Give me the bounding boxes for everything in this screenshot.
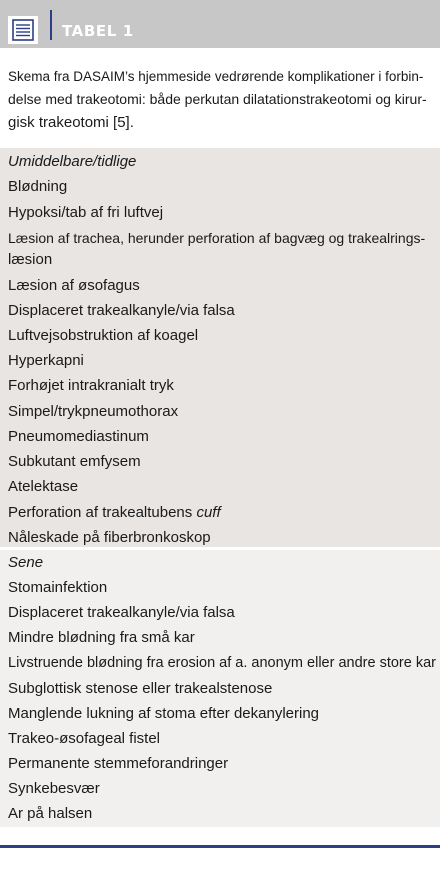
list-item: Pneumomediastinum — [8, 428, 149, 445]
section-heading-late: Sene — [8, 554, 44, 571]
list-item: Atelektase — [8, 478, 79, 495]
caption-line: gisk trakeotomi [5]. — [8, 114, 134, 131]
list-item: Læsion af øsofagus — [8, 277, 140, 294]
table-icon — [8, 16, 38, 44]
table-label: TABEL 1 — [62, 22, 134, 40]
list-item: Trakeo-øsofageal fistel — [8, 730, 161, 747]
cuff-row-text: Perforation af trakealtubens — [8, 504, 197, 521]
list-item: Luftvejsobstruktion af koagel — [8, 327, 199, 344]
cuff-term: cuff — [196, 504, 221, 521]
list-item: Hypoksi/tab af fri luftvej — [8, 204, 164, 221]
list-item: læsion — [8, 251, 53, 268]
list-item: Manglende lukning af stoma efter dekanylering — [8, 705, 320, 722]
list-item: Subglottisk stenose eller trakealstenose — [8, 680, 273, 697]
list-item-cuff — [8, 503, 221, 523]
list-item: Ar på halsen — [8, 805, 93, 822]
list-item: Synkebesvær — [8, 780, 100, 797]
early-complications-section — [0, 148, 440, 547]
section-heading-early: Umiddelbare/tidlige — [8, 153, 137, 170]
caption-line: delse med trakeotomi: både perkutan dilatationstrakeotomi og kirur- — [8, 91, 427, 107]
late-complications-section — [0, 550, 440, 827]
list-item: Displaceret trakealkanyle/via falsa — [8, 302, 235, 319]
list-item: Nåleskade på fiberbronkoskop — [8, 529, 211, 546]
table-caption — [8, 65, 436, 134]
list-item: Displaceret trakealkanyle/via falsa — [8, 604, 235, 621]
list-item: Subkutant emfysem — [8, 453, 141, 470]
list-item: Simpel/trykpneumothorax — [8, 403, 179, 420]
list-item: Forhøjet intrakranialt tryk — [8, 377, 174, 394]
list-item: Stomainfektion — [8, 579, 108, 596]
table-header — [0, 0, 440, 48]
list-item: Blødning — [8, 178, 68, 195]
table-bottom-rule — [0, 845, 440, 848]
list-item: Permanente stemmeforandringer — [8, 755, 229, 772]
list-item: Hyperkapni — [8, 352, 84, 369]
list-item: Læsion af trachea, herunder perforation af bagvæg og trakealrings- — [8, 230, 426, 246]
header-divider — [50, 10, 52, 40]
list-item: Livstruende blødning fra erosion af a. anonym eller andre store kar — [8, 655, 436, 671]
caption-line: Skema fra DASAIM’s hjemmeside vedrørende komplikationer i forbin- — [8, 69, 424, 84]
list-item: Mindre blødning fra små kar — [8, 629, 195, 646]
